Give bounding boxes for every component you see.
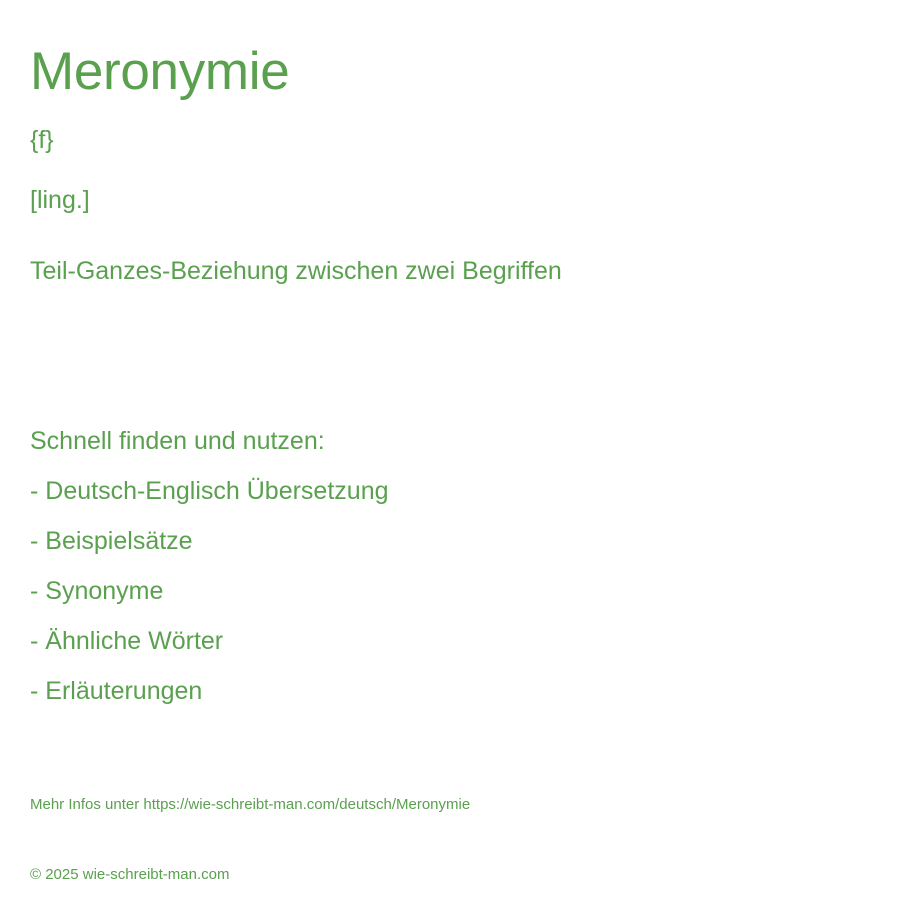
list-item: - Erläuterungen bbox=[30, 677, 203, 705]
grammatical-gender: {f} bbox=[30, 126, 54, 154]
subject-domain: [ling.] bbox=[30, 186, 90, 214]
copyright-notice: © 2025 wie-schreibt-man.com bbox=[30, 866, 230, 883]
page-title: Meronymie bbox=[30, 42, 290, 101]
definition-text: Teil-Ganzes-Beziehung zwischen zwei Begriffen bbox=[30, 257, 562, 285]
list-item: - Deutsch-Englisch Übersetzung bbox=[30, 477, 389, 505]
list-item: - Ähnliche Wörter bbox=[30, 627, 224, 655]
quick-links-list bbox=[30, 475, 389, 725]
more-info-text: Mehr Infos unter https://wie-schreibt-man.com/deutsch/Meronymie bbox=[30, 796, 471, 813]
list-item: - Beispielsätze bbox=[30, 527, 193, 555]
list-item: - Synonyme bbox=[30, 577, 164, 605]
quick-links-heading: Schnell finden und nutzen: bbox=[30, 427, 325, 455]
